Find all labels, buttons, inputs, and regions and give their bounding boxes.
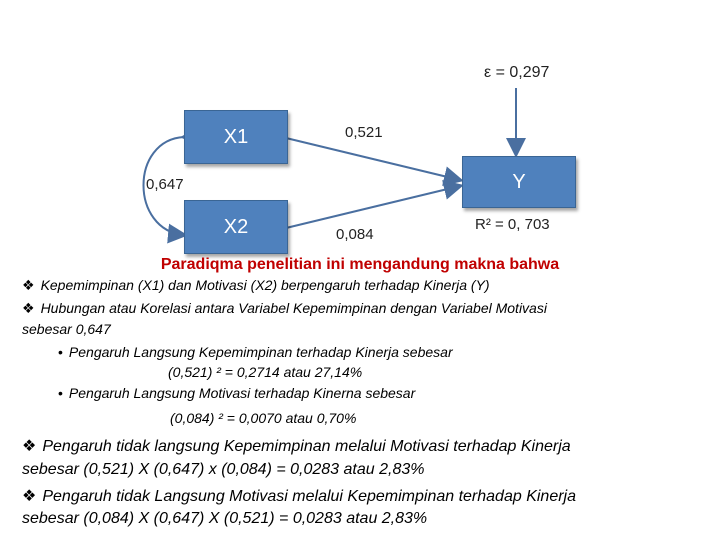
diamond-bullet-icon: ❖: [22, 277, 35, 293]
y-box: [462, 156, 576, 208]
sub-point-2-calc: (0,084) ² = 0,0070 atau 0,70%: [170, 410, 357, 426]
sub-point-2-text: Pengaruh Langsung Motivasi terhadap Kinerna sebesar: [68, 385, 416, 401]
point-1-text: Kepemimpinan (X1) dan Motivasi (X2) berpengaruh terhadap Kinerja (Y): [40, 277, 490, 293]
coef-x1-y-label: 0,521: [345, 124, 383, 141]
dot-bullet-icon: •: [58, 344, 63, 360]
corr-x1-x2-label: 0,647: [146, 176, 184, 193]
indirect-2-text-b: sebesar (0,084) X (0,647) X (0,521) = 0,0283 atau 2,83%: [22, 510, 428, 527]
section-heading: Paradiqma penelitian ini mengandung makna bahwa: [160, 256, 560, 273]
indirect-1-text-b: sebesar (0,521) X (0,647) x (0,084) = 0,0283 atau 2,83%: [22, 461, 425, 478]
sub-point-1: [58, 344, 453, 360]
epsilon-label: ε = 0,297: [484, 64, 550, 81]
r2-value: = 0, 703: [495, 216, 550, 233]
sub-point-1-calc: (0,521) ² = 0,2714 atau 27,14%: [168, 364, 363, 380]
indirect-1-text-a: Pengaruh tidak langsung Kepemimpinan melalui Motivasi terhadap Kinerja: [42, 438, 571, 455]
x2-to-y-arrow: [286, 186, 460, 228]
point-1: [22, 277, 490, 294]
coef-x2-y-label: 0,084: [336, 226, 374, 243]
indirect-2-text-a: Pengaruh tidak Langsung Motivasi melalui Kepemimpinan terhadap Kinerja: [42, 488, 576, 505]
sub-point-2: [58, 385, 415, 401]
x2-box: [184, 200, 288, 254]
point-2-text-b: sebesar 0,647: [22, 321, 111, 337]
x1-box: [184, 110, 288, 164]
indirect-1: [22, 436, 571, 456]
sub-point-1-text: Pengaruh Langsung Kepemimpinan terhadap Kinerja sebesar: [68, 344, 453, 360]
x2-label: X2: [223, 215, 249, 238]
x1-to-y-arrow: [286, 138, 460, 180]
point-2-text-a: Hubungan atau Korelasi antara Variabel Kepemimpinan dengan Variabel Motivasi: [40, 300, 547, 316]
point-2: [22, 300, 694, 317]
r-squared-label: [475, 216, 550, 233]
y-label: Y: [512, 170, 526, 193]
r2-symbol: R²: [475, 216, 491, 233]
x1-label: X1: [223, 125, 249, 148]
diamond-bullet-icon: ❖: [22, 488, 37, 505]
diamond-bullet-icon: ❖: [22, 300, 35, 316]
dot-bullet-icon: •: [58, 385, 63, 401]
diamond-bullet-icon: ❖: [22, 438, 37, 455]
indirect-2: [22, 486, 576, 506]
